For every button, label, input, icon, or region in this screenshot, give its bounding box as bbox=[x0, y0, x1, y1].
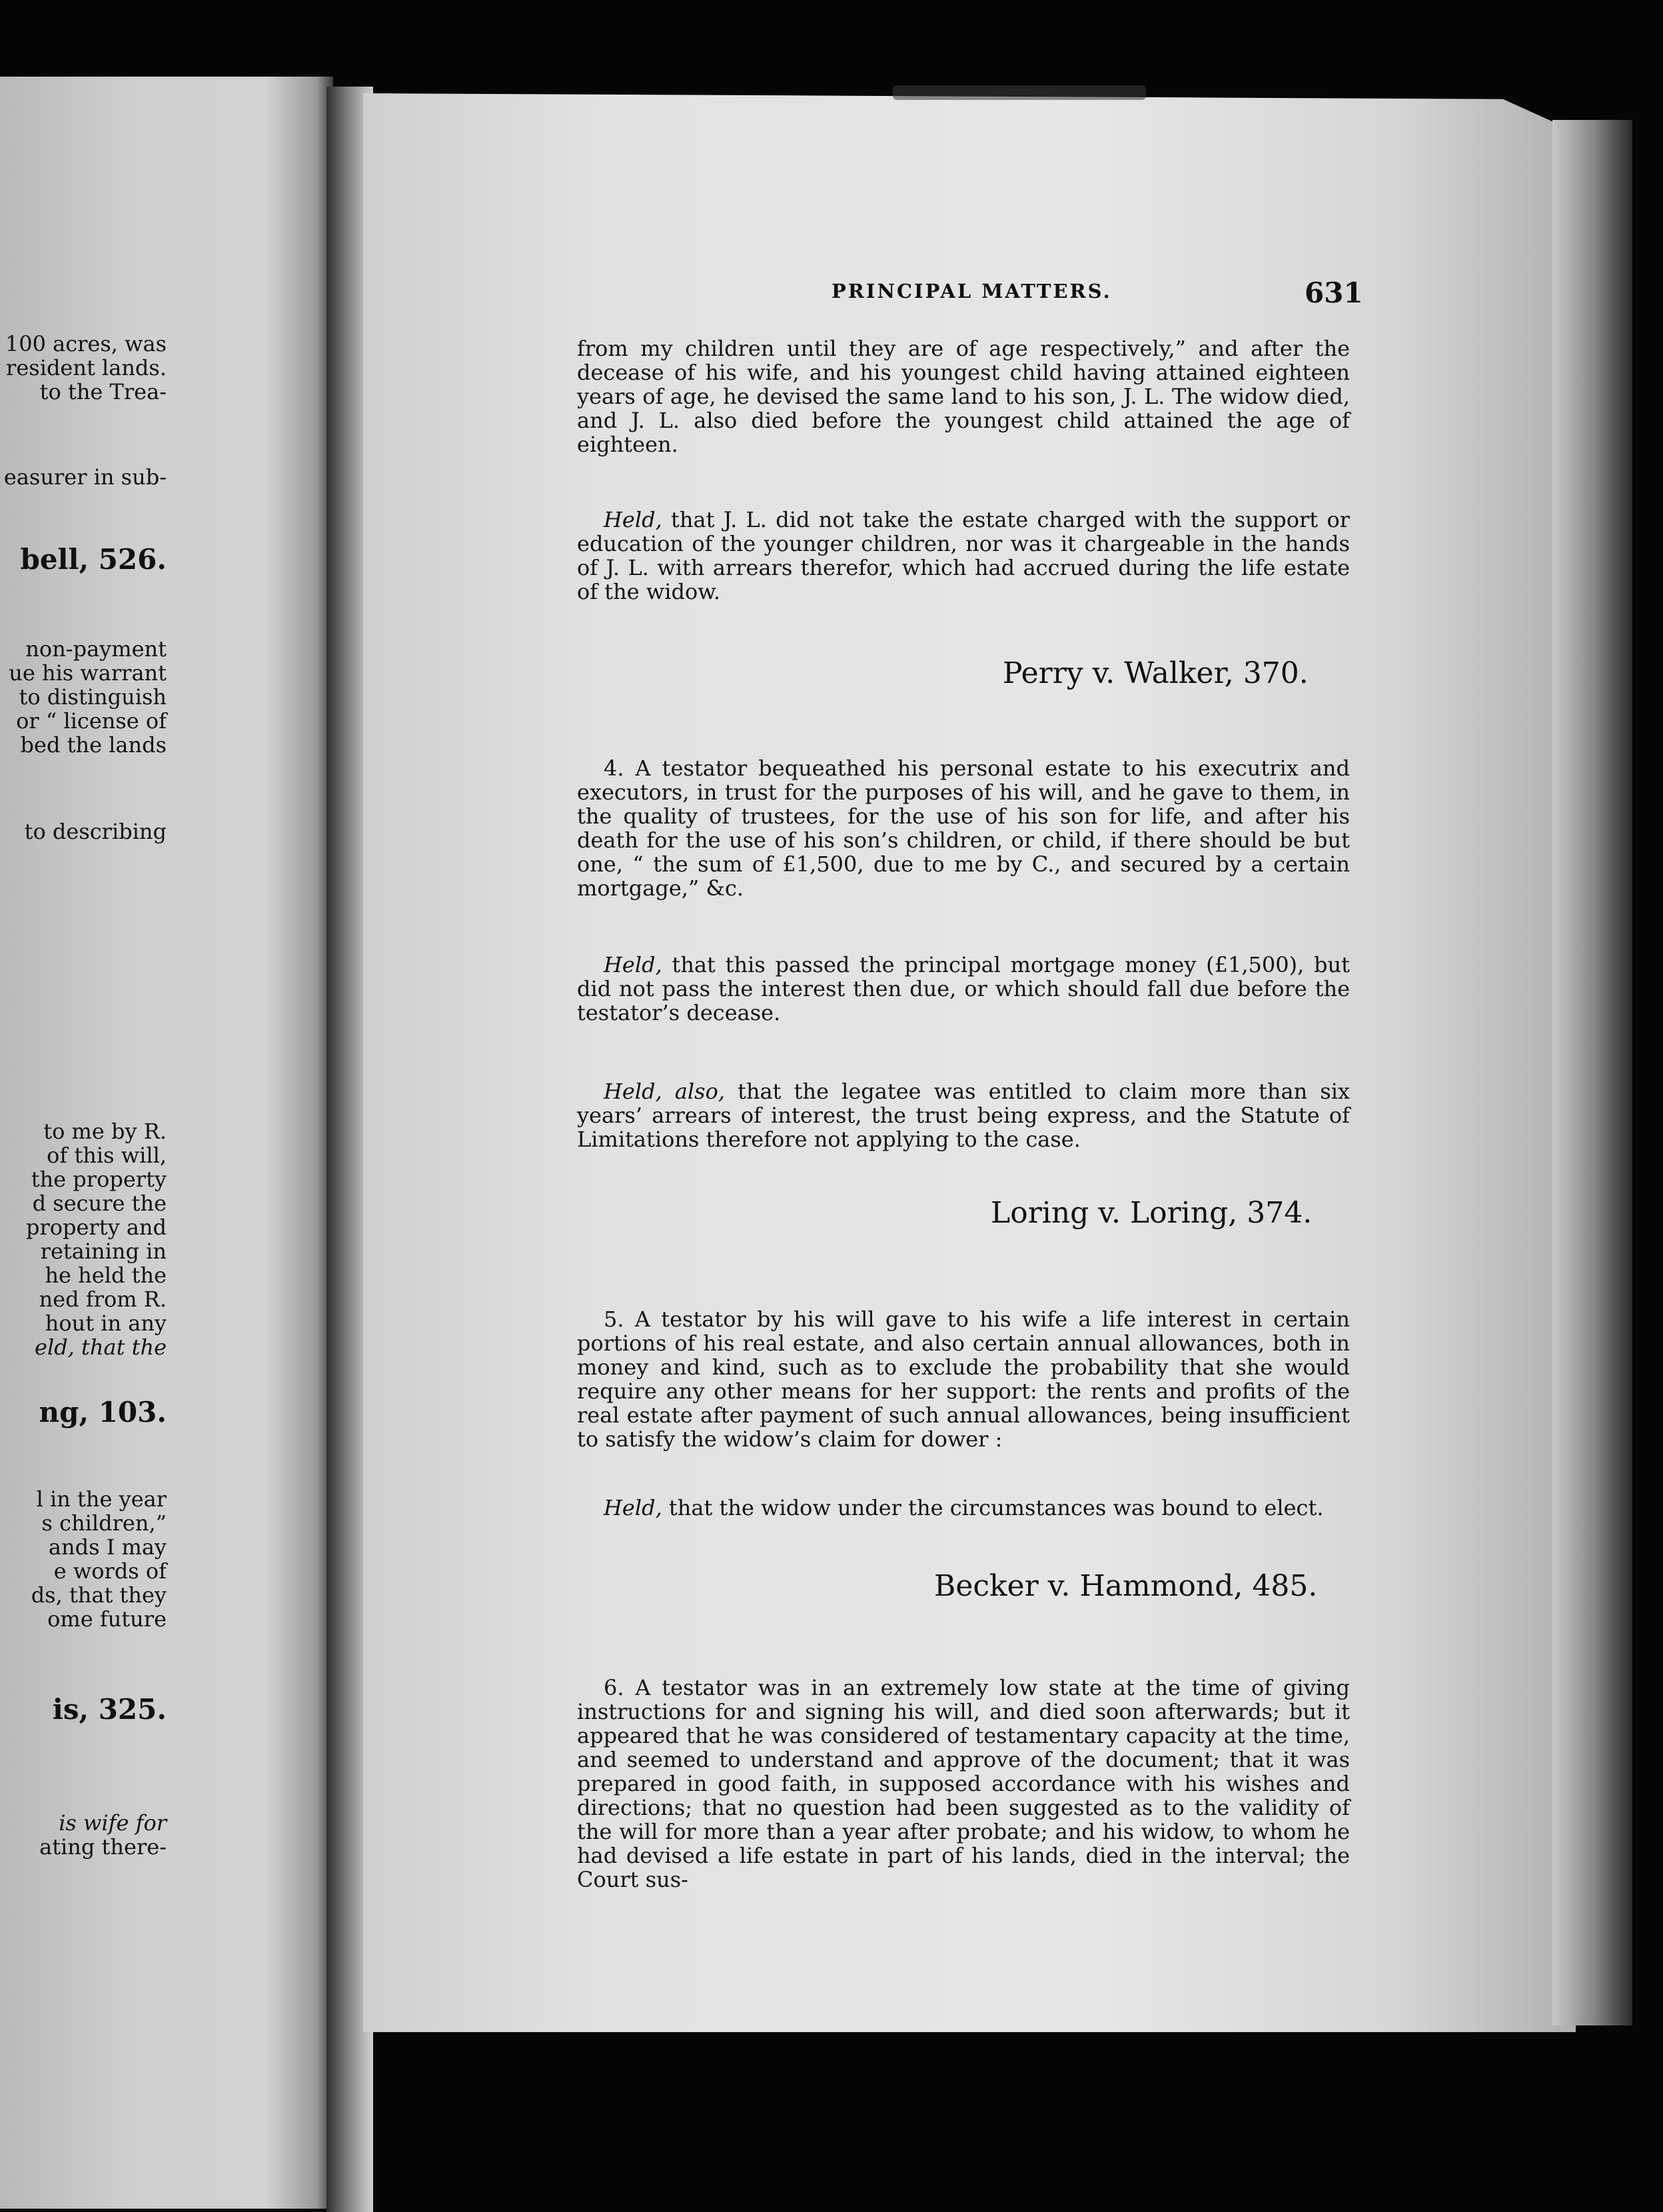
left-fragment: he held the bbox=[45, 1263, 167, 1288]
case-citation: Loring v. Loring, 374. bbox=[991, 1196, 1313, 1230]
case-citation: Becker v. Hammond, 485. bbox=[934, 1569, 1318, 1603]
left-fragment: ue his warrant bbox=[9, 660, 167, 686]
held-label: Held, also, bbox=[604, 1079, 726, 1104]
scan-smudge bbox=[893, 85, 1146, 100]
held-text: that this passed the principal mortgage money (£1,500), but did not pass the interest then due, or which should fall due before the testator’s decease. bbox=[577, 952, 1350, 1025]
left-fragment: d secure the bbox=[32, 1191, 167, 1216]
left-case-reference: ng, 103. bbox=[39, 1396, 167, 1428]
held-text: that the legatee was entitled to claim more than six years’ arrears of interest, the trust being express, and the Statute of Limitations therefore not applying to the case. bbox=[577, 1079, 1351, 1152]
left-fragment: 100 acres, was bbox=[5, 331, 167, 356]
left-fragment: ating there- bbox=[39, 1834, 167, 1860]
left-fragment: eld, that the bbox=[35, 1335, 167, 1360]
running-header: PRINCIPAL MATTERS. bbox=[832, 280, 1112, 302]
left-fragment: to describing bbox=[24, 819, 167, 844]
left-fragment: the property bbox=[31, 1167, 167, 1192]
page-edge-shadow bbox=[1552, 120, 1632, 2025]
left-case-reference: is, 325. bbox=[52, 1693, 167, 1726]
held-text: that the widow under the circumstances was bound to elect. bbox=[662, 1495, 1324, 1520]
left-fragment: resident lands. bbox=[6, 355, 167, 380]
left-fragment: property and bbox=[25, 1215, 167, 1240]
held-label: Held, bbox=[604, 507, 662, 532]
left-fragment: is wife for bbox=[59, 1810, 167, 1836]
left-fragment: to me by R. bbox=[43, 1119, 167, 1144]
left-fragment: ned from R. bbox=[39, 1287, 167, 1312]
left-fragment: non-payment bbox=[25, 636, 167, 662]
left-fragment: hout in any bbox=[45, 1311, 167, 1336]
case-citation: Perry v. Walker, 370. bbox=[1003, 656, 1309, 690]
left-fragment: ands I may bbox=[48, 1534, 167, 1560]
held-paragraph bbox=[577, 508, 1350, 604]
numbered-paragraph: 4. A testator bequeathed his personal estate to his executrix and executors, in trust for the purposes of his will, and he gave to them, in the quality of trustees, for the use of his son for life, and after his death for the use of his son’s children, or child, if there should be but one, “ the sum of £1,500, due to me by C., and secured by a certain mortgage,” &c. bbox=[577, 756, 1350, 901]
left-fragment: to the Trea- bbox=[39, 379, 167, 404]
held-paragraph bbox=[577, 953, 1350, 1025]
held-label: Held, bbox=[604, 1495, 662, 1520]
left-fragment: of this will, bbox=[47, 1143, 167, 1168]
held-text: that J. L. did not take the estate charged with the support or education of the younger children, nor was it chargeable in the hands of J. L. with arrears therefor, which had accrued during the life estate of the widow. bbox=[577, 507, 1350, 604]
left-fragment: to distinguish bbox=[19, 684, 167, 710]
numbered-paragraph: 5. A testator by his will gave to his wife a life interest in certain portions of his real estate, and also certain annual allowances, both in money and kind, such as to exclude the probability that she would require any other means for her support: the rents and profits of the real estate after payment of such annual allowances, being insufficient to satisfy the widow’s claim for dower : bbox=[577, 1307, 1350, 1452]
numbered-paragraph: 6. A testator was in an extremely low state at the time of giving instructions for and signing his will, and died soon afterwards; but it appeared that he was considered of testamentary capacity at the time, and seemed to understand and approve of the document; that it was prepared in good faith, in supposed accordance with his wishes and directions; that no question had been suggested as to the validity of the will for more than a year after probate; and his widow, to whom he had devised a life estate in part of his lands, died in the interval; the Court sus- bbox=[577, 1675, 1350, 1892]
page-number: 631 bbox=[1305, 276, 1363, 309]
left-fragment: s children,” bbox=[41, 1510, 167, 1536]
left-fragment: easurer in sub- bbox=[3, 464, 167, 490]
paragraph-continuation: from my children until they are of age respectively,” and after the decease of his wife, and his youngest child having attained eighteen years of age, he devised the same land to his son, J. L. The widow died, and J. L. also died before the youngest child attained the age of eighteen. bbox=[577, 336, 1350, 457]
held-paragraph bbox=[577, 1079, 1350, 1151]
left-fragment: ds, that they bbox=[31, 1582, 167, 1608]
left-fragment: bed the lands bbox=[20, 732, 167, 758]
held-paragraph bbox=[577, 1496, 1350, 1520]
left-fragment: l in the year bbox=[36, 1486, 167, 1512]
left-fragment: retaining in bbox=[40, 1239, 167, 1264]
left-fragment: e words of bbox=[53, 1558, 167, 1584]
held-label: Held, bbox=[604, 952, 662, 977]
left-fragment: ome future bbox=[47, 1606, 167, 1632]
left-case-reference: bell, 526. bbox=[20, 543, 167, 576]
left-fragment: or “ license of bbox=[16, 708, 167, 734]
